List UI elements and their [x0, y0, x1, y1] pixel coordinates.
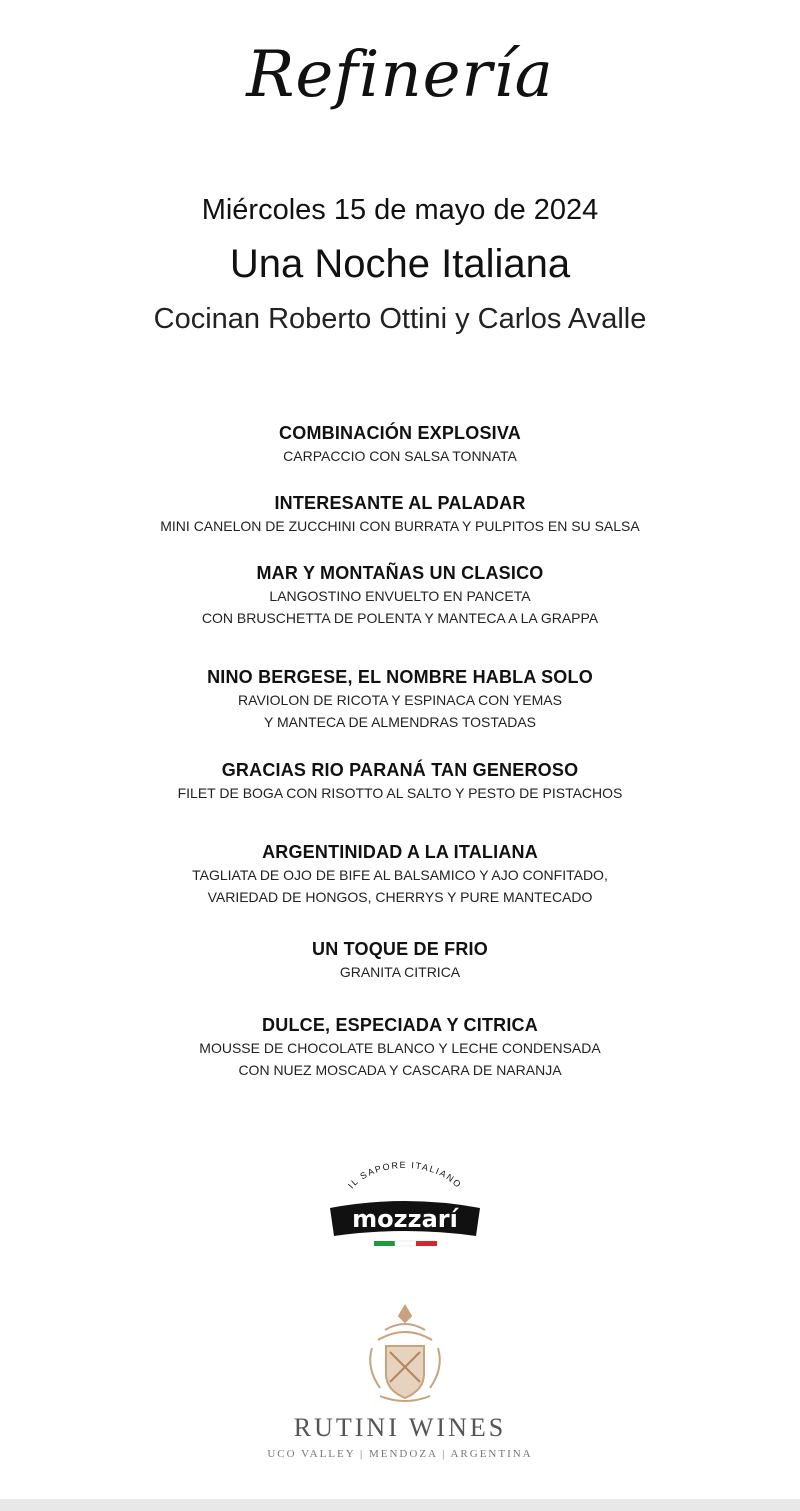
course-description: TAGLIATA DE OJO DE BIFE AL BALSAMICO Y AJO CONFITADO, [192, 867, 608, 883]
event-date: Miércoles 15 de mayo de 2024 [201, 194, 599, 226]
menu-course [0, 937, 800, 983]
course-description: RAVIOLON DE RICOTA Y ESPINACA CON YEMAS [238, 692, 562, 708]
refineria-logo: Refinería [246, 38, 554, 112]
course-description: FILET DE BOGA CON RISOTTO AL SALTO Y PESTO DE PISTACHOS [177, 785, 623, 801]
course-description: MOUSSE DE CHOCOLATE BLANCO Y LECHE CONDENSADA [199, 1040, 601, 1056]
course-description: Y MANTECA DE ALMENDRAS TOSTADAS [263, 714, 537, 730]
bottom-divider [0, 1499, 800, 1511]
menu-course [0, 491, 800, 537]
menu-course [0, 840, 800, 908]
course-heading: NINO BERGESE, EL NOMBRE HABLA SOLO [207, 667, 593, 687]
course-heading: INTERESANTE AL PALADAR [274, 493, 526, 513]
mozzari-tagline: IL SAPORE ITALIANO [346, 1159, 464, 1191]
rutini-name: RUTINI WINES [293, 1413, 507, 1442]
course-description: VARIEDAD DE HONGOS, CHERRYS Y PURE MANTECADO [207, 889, 593, 905]
menu-course [0, 665, 800, 733]
menu-course [0, 758, 800, 804]
mozzari-name: mozzarí [352, 1205, 458, 1233]
event-title: Una Noche Italiana [229, 242, 571, 286]
rutini-crest-icon [360, 1300, 450, 1410]
svg-text:IL SAPORE ITALIANO [346, 1160, 464, 1190]
course-description: GRANITA CITRICA [339, 964, 461, 980]
menu-course [0, 1013, 800, 1081]
menu-course [0, 421, 800, 467]
course-heading: DULCE, ESPECIADA Y CITRICA [262, 1015, 538, 1035]
rutini-subtitle: UCO VALLEY | MENDOZA | ARGENTINA [267, 1448, 533, 1460]
course-heading: ARGENTINIDAD A LA ITALIANA [262, 842, 538, 862]
course-heading: COMBINACIÓN EXPLOSIVA [279, 423, 521, 443]
course-description: MINI CANELON DE ZUCCHINI CON BURRATA Y PULPITOS EN SU SALSA [160, 518, 640, 534]
menu-course [0, 561, 800, 629]
course-heading: UN TOQUE DE FRIO [312, 939, 488, 959]
course-heading: MAR Y MONTAÑAS UN CLASICO [256, 563, 544, 583]
course-description: CARPACCIO CON SALSA TONNATA [283, 448, 517, 464]
course-description: CON NUEZ MOSCADA Y CASCARA DE NARANJA [238, 1062, 562, 1078]
mozzari-logo [320, 1150, 490, 1250]
event-chefs: Cocinan Roberto Ottini y Carlos Avalle [153, 303, 647, 335]
course-heading: GRACIAS RIO PARANÁ TAN GENEROSO [221, 760, 579, 780]
course-description: LANGOSTINO ENVUELTO EN PANCETA [269, 588, 531, 604]
course-description: CON BRUSCHETTA DE POLENTA Y MANTECA A LA GRAPPA [201, 610, 599, 626]
